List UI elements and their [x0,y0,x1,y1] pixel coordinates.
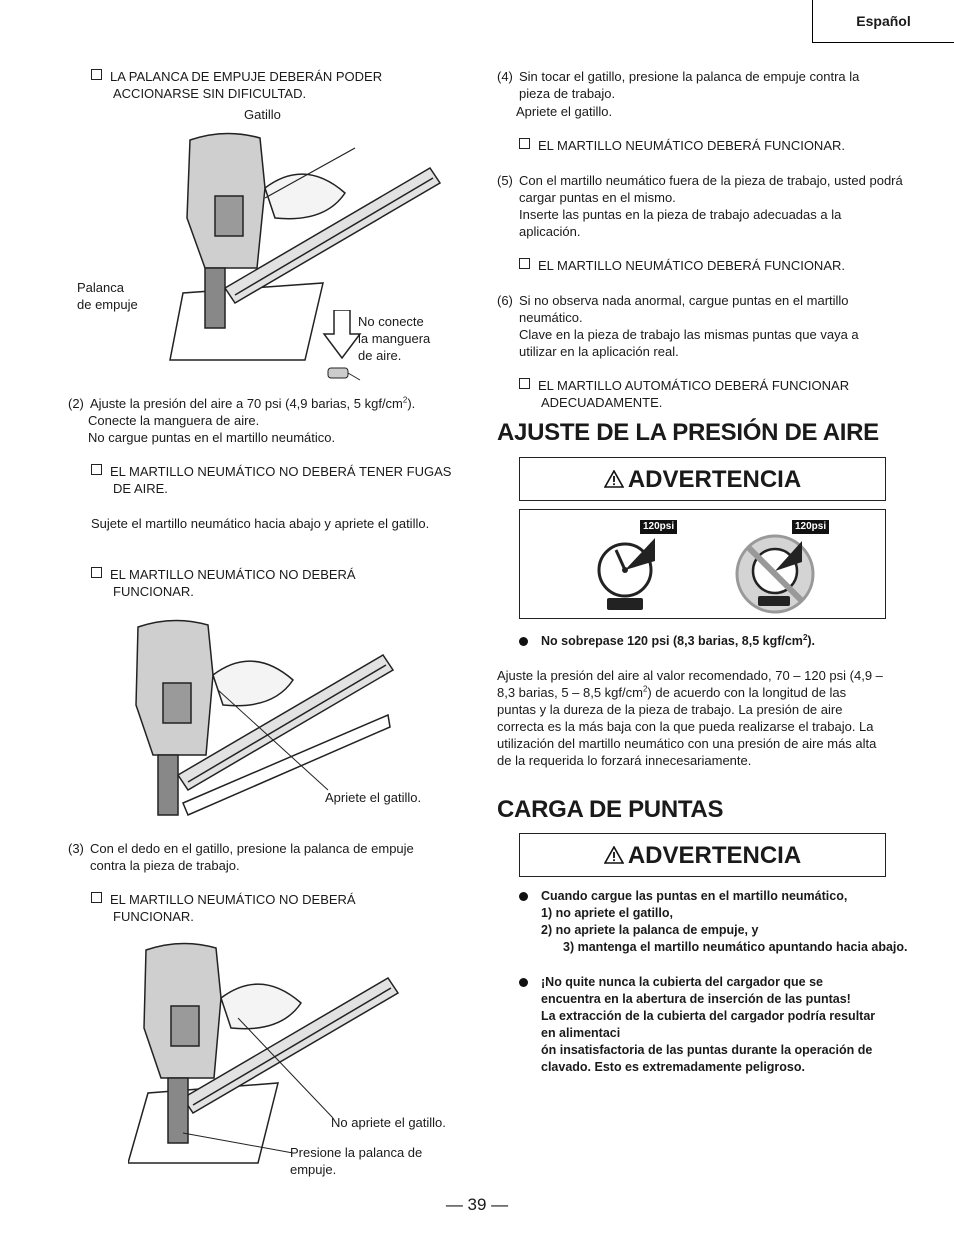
step-5 [497,172,909,206]
bullet-text: ¡No quite nunca la cubierta del cargador que se encuentra en la abertura de inserción de las puntas! [541,975,851,1006]
warning-box-loading [519,833,886,877]
label-palanca-1: Palanca [77,280,124,295]
step-5-line-2: Inserte las puntas en la pieza de trabajo adecuadas a la aplicación. [519,207,842,239]
check-no-leaks [91,463,463,497]
check-text: EL MARTILLO NEUMÁTICO DEBERÁ FUNCIONAR. [538,258,845,273]
bullet-text: La extracción de la cubierta del cargador podría resultar en alimentaci [541,1009,876,1040]
checkbox-icon [91,464,102,475]
warning-label: ADVERTENCIA [627,465,802,493]
step-2-line-2: Conecte la manguera de aire. [88,413,260,428]
warning-triangle-icon [604,470,624,488]
bullet-loading-rules [519,888,911,956]
bullet-dot-icon [519,892,528,901]
step-4-line-2: Apriete el gatillo. [516,104,613,119]
para-hold-down: Sujete el martillo neumático hacia abajo y apriete el gatillo. [91,516,430,531]
bullet-dot-icon [519,978,528,987]
checkbox-icon [91,892,102,903]
language-tab [812,0,954,43]
superscript: 2 [642,684,648,694]
superscript: 2 [802,632,808,642]
checkbox-icon [91,567,102,578]
bullet-text: ). [807,634,816,648]
check-no-fire-1 [91,566,433,600]
bullet-max-pressure [519,633,911,650]
bullet-dot-icon [519,637,528,646]
section-title-loading: CARGA DE PUNTAS [497,796,724,823]
check-text: EL MARTILLO NEUMÁTICO DEBERÁ FUNCIONAR. [538,138,845,153]
rule-3: 3) mantenga el martillo neumático apuntando hacia abajo. [563,940,908,954]
step-6-line-2: Clave en la pieza de trabajo las mismas puntas que vaya a utilizar en la aplicación real. [519,327,859,359]
language-label: Español [856,12,911,29]
check-text: EL MARTILLO NEUMÁTICO NO DEBERÁ TENER FUGAS DE AIRE. [110,464,452,496]
down-arrow-hose-icon [322,310,362,390]
label-presione-1: Presione la palanca de [290,1145,423,1160]
check-push-lever [91,68,453,102]
step-number: (2) [68,396,84,411]
step-number: (5) [497,173,513,188]
check-text: LA PALANCA DE EMPUJE DEBERÁN PODER ACCIONARSE SIN DIFICULTAD. [110,69,383,101]
checkbox-icon [91,69,102,80]
para-text: Ajuste la presión del aire al valor recomendado, 70 – 120 psi (4,9 – 8,3 barias, 5 – 8,5 kgf/cm [497,668,883,700]
check-text: EL MARTILLO AUTOMÁTICO DEBERÁ FUNCIONAR ADECUADAMENTE. [538,378,850,410]
section-title-pressure: AJUSTE DE LA PRESIÓN DE AIRE [497,419,879,446]
bullet-text: No sobrepase 120 psi (8,3 barias, 8,5 kgf/cm [541,634,803,648]
para-pressure [497,667,884,769]
warning-label: ADVERTENCIA [627,841,802,869]
page-number: — 39 — [445,1195,509,1214]
step-number: (3) [68,841,84,856]
check-fire-2 [519,257,921,274]
step-3 [68,840,450,874]
superscript: 2 [402,395,408,405]
nailer-figure-3 [128,938,418,1170]
step-text: Sin tocar el gatillo, presione la palanca de empuje contra la pieza de trabajo. [519,69,860,101]
step-text: ). [407,396,416,411]
step-4 [497,68,891,102]
bullet-magazine-cover [519,974,886,1076]
rule-1: 1) no apriete el gatillo, [541,906,673,920]
gauge-label-1: 120psi [640,520,677,534]
check-text: EL MARTILLO NEUMÁTICO NO DEBERÁ FUNCIONAR. [110,567,356,599]
check-fire-1 [519,137,921,154]
label-palanca-2: de empuje [77,297,138,312]
gauge-label-2: 120psi [792,520,829,534]
bullet-text: ón insatisfactoria de las puntas durante la operación de clavado. Esto es extremadamente peligroso. [541,1043,873,1074]
label-presione-2: empuje. [290,1162,337,1177]
step-6 [497,292,884,326]
para-text: ) de acuerdo con la longitud de las puntas y la dureza de la pieza de trabajo. La presión de aire correcta es la más baja con la que pueda realizarse el trabajo. La utilización del martillo neumático con una presión de aire más alta de la requerida lo forzará innecesariamente. [497,685,877,768]
step-text: Con el martillo neumático fuera de la pieza de trabajo, usted podrá cargar puntas en el mismo. [519,173,903,205]
label-no-conecte-3: de aire. [358,348,402,363]
warning-triangle-icon [604,846,624,864]
checkbox-icon [519,258,530,269]
label-no-conecte-1: No conecte [358,314,424,329]
step-text: Si no observa nada anormal, cargue puntas en el martillo neumático. [519,293,849,325]
check-text: EL MARTILLO NEUMÁTICO NO DEBERÁ FUNCIONAR. [110,892,356,924]
bullet-text: Cuando cargue las puntas en el martillo neumático, [541,889,848,903]
label-apriete: Apriete el gatillo. [325,790,422,805]
step-text: Con el dedo en el gatillo, presione la palanca de empuje contra la pieza de trabajo. [90,841,414,873]
checkbox-icon [519,378,530,389]
step-number: (4) [497,69,513,84]
gauge-figure-box [519,509,886,619]
checkbox-icon [519,138,530,149]
rule-2: 2) no apriete la palanca de empuje, y [541,923,759,937]
warning-box-pressure [519,457,886,501]
step-number: (6) [497,293,513,308]
label-no-conecte-2: la manguera [358,331,431,346]
check-fire-properly [519,377,921,411]
step-text: Ajuste la presión del aire a 70 psi (4,9 barias, 5 kgf/cm [90,396,403,411]
check-no-fire-2 [91,891,433,925]
label-gatillo: Gatillo [244,107,281,122]
label-no-apriete: No apriete el gatillo. [331,1115,446,1130]
step-2-line-3: No cargue puntas en el martillo neumático. [88,430,336,445]
step-2 [68,395,490,412]
